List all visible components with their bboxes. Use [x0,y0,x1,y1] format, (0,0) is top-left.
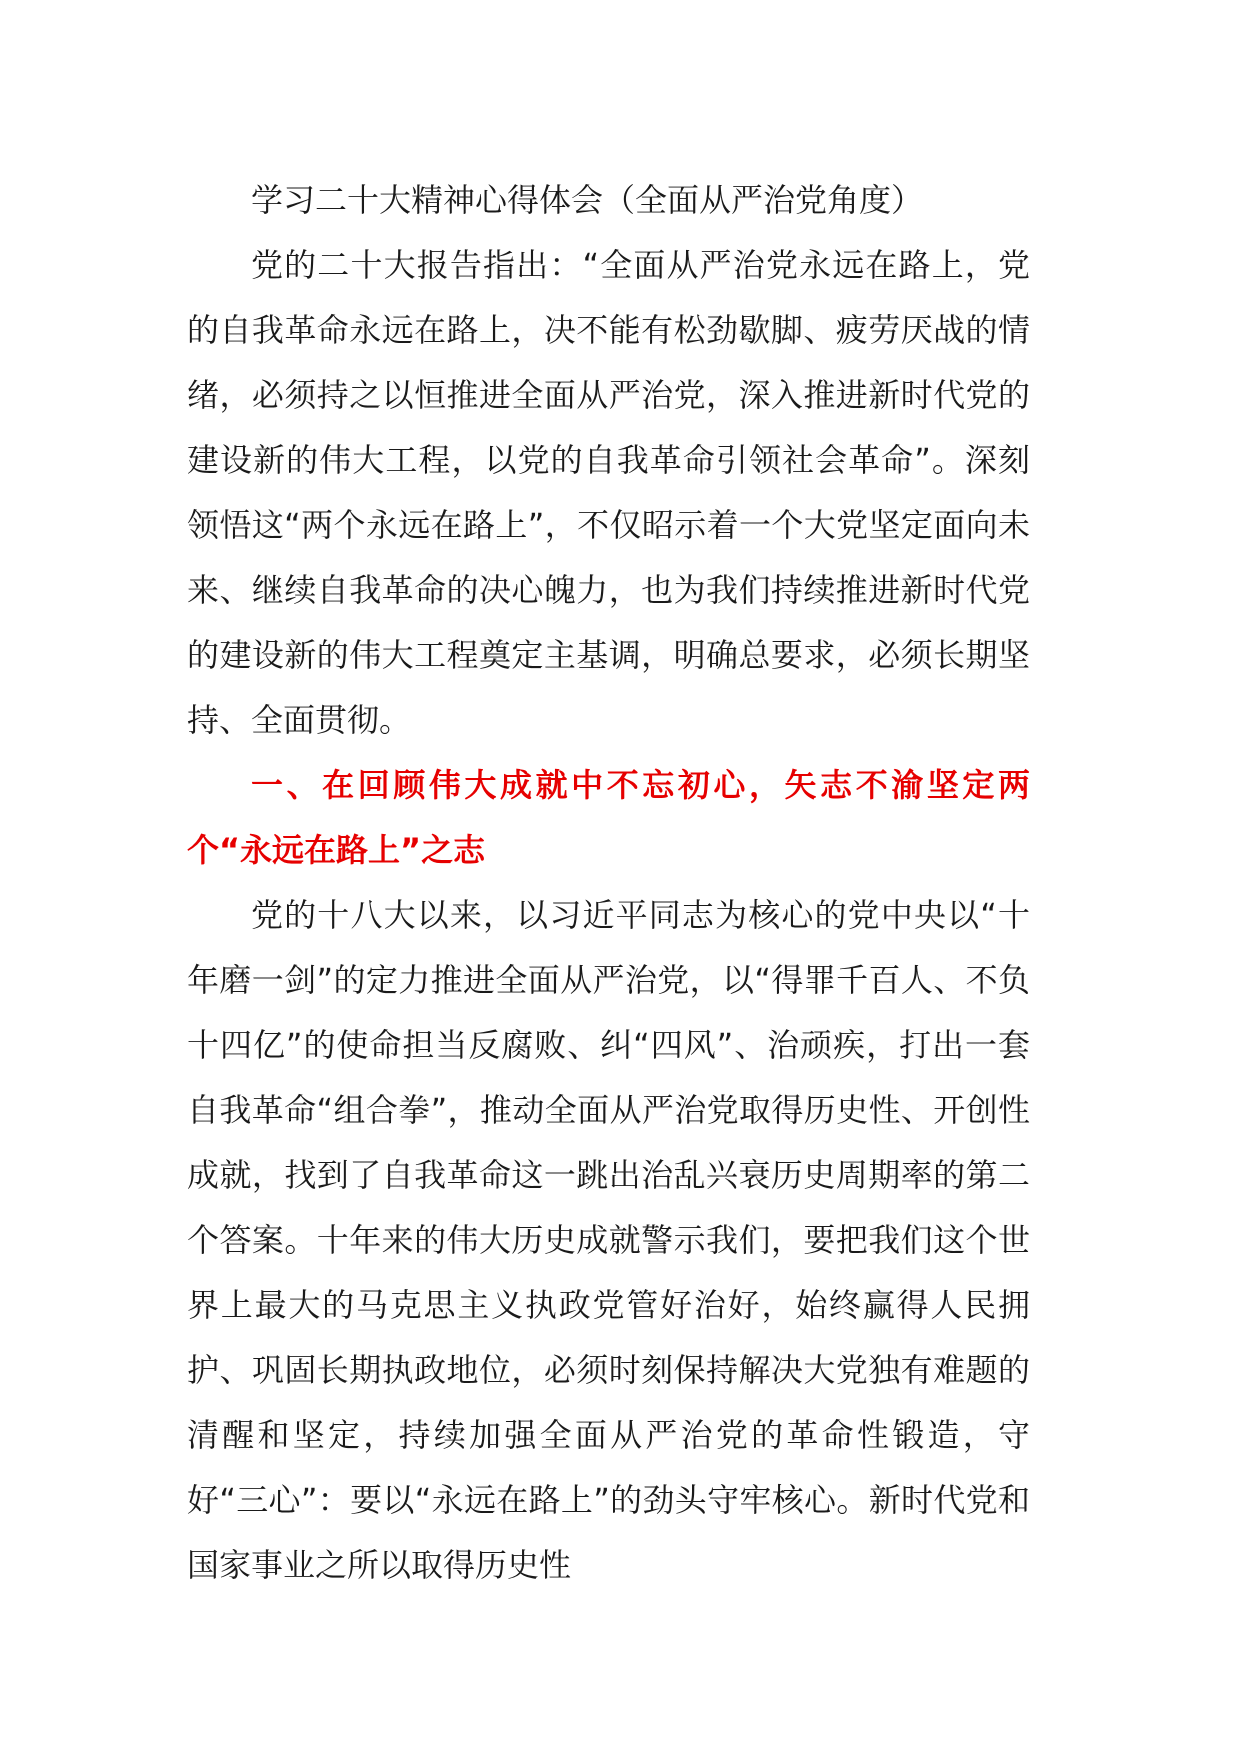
section-heading-1: 一、在回顾伟大成就中不忘初心，矢志不渝坚定两个“永远在路上”之志 [187,766,1030,869]
paragraph-intro: 党的二十大报告指出：“全面从严治党永远在路上，党的自我革命永远在路上，决不能有松劲歇脚、疲劳厌战的情绪，必须持之以恒推进全面从严治党，深入推进新时代党的建设新的伟大工程，以党的自我革命引领社会革命”。深刻领悟这“两个永远在路上”，不仅昭示着一个大党坚定面向未来、继续自我革命的决心魄力，也为我们持续推进新时代党的建设新的伟大工程奠定主基调，明确总要求，必须长期坚持、全面贯彻。 [187,246,1030,739]
document-title: 学习二十大精神心得体会（全面从严治党角度） [251,181,924,219]
paragraph-section-1: 党的十八大以来，以习近平同志为核心的党中央以“十年磨一剑”的定力推进全面从严治党，以“得罪千百人、不负十四亿”的使命担当反腐败、纠“四风”、治顽疾，打出一套自我革命“组合拳”，推动全面从严治党取得历史性、开创性成就，找到了自我革命这一跳出治乱兴衰历史周期率的第二个答案。十年来的伟大历史成就警示我们，要把我们这个世界上最大的马克思主义执政党管好治好，始终赢得人民拥护、巩固长期执政地位，必须时刻保持解决大党独有难题的清醒和坚定，持续加强全面从严治党的革命性锻造，守好“三心”：要以“永远在路上”的劲头守牢核心。新时代党和国家事业之所以取得历史性 [187,896,1030,1584]
document-body [187,168,1030,1598]
